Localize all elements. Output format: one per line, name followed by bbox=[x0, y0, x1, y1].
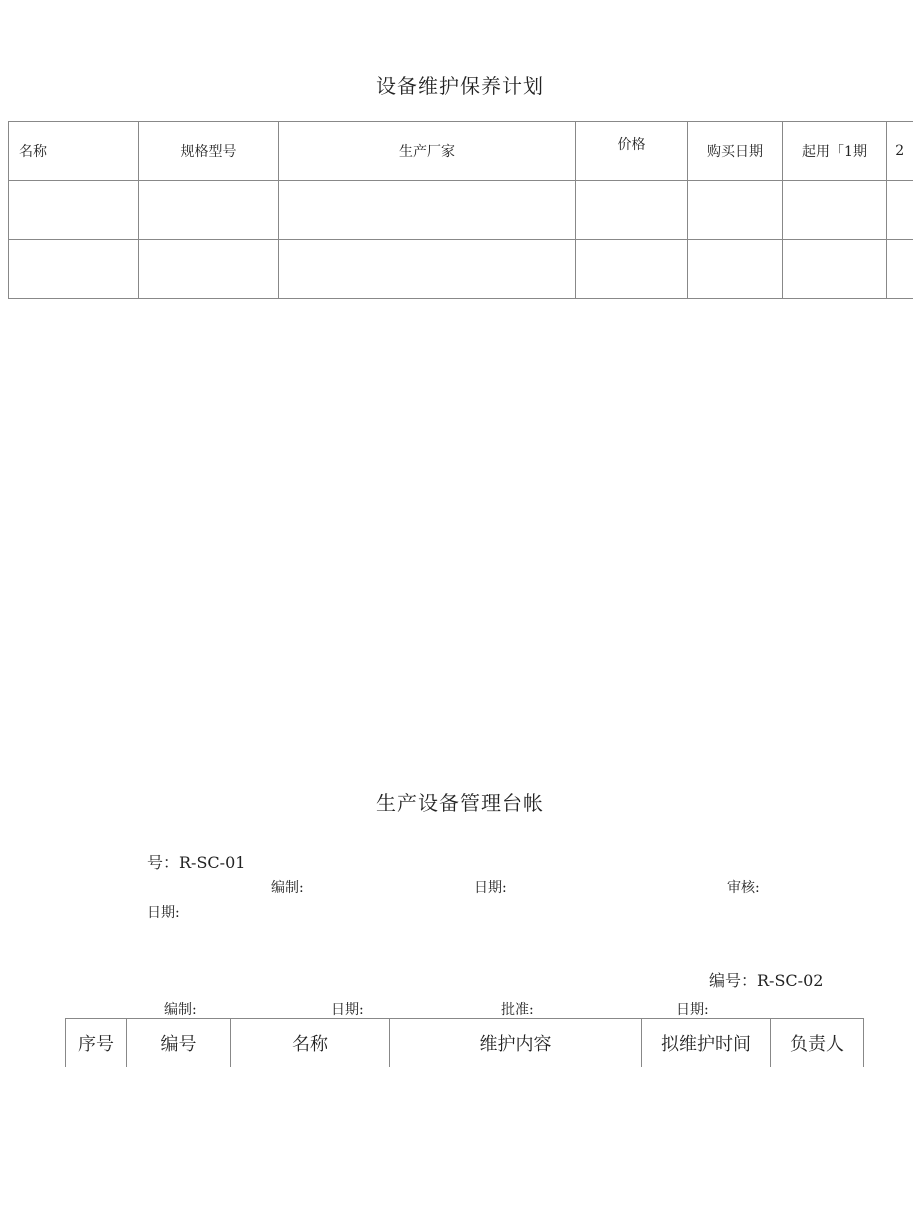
table-cell bbox=[887, 240, 913, 299]
maintenance-header-content: 维护内容 bbox=[390, 1019, 642, 1067]
table-cell bbox=[783, 181, 887, 240]
plan-table bbox=[8, 121, 913, 299]
plan-header-start-date: 起用「1期 bbox=[783, 122, 887, 181]
table-cell bbox=[139, 240, 279, 299]
maintenance-approve-label: 批准: bbox=[501, 1002, 534, 1018]
plan-header-purchase-date: 购买日期 bbox=[688, 122, 783, 181]
table-cell bbox=[783, 240, 887, 299]
ledger-date-label-2: 日期: bbox=[147, 905, 180, 921]
ledger-title: 生产设备管理台帐 bbox=[376, 791, 544, 815]
plan-header-manufacturer: 生产厂家 bbox=[279, 122, 576, 181]
maintenance-header-index: 序号 bbox=[66, 1019, 127, 1067]
maintenance-header-name: 名称 bbox=[231, 1019, 390, 1067]
plan-header-row bbox=[9, 122, 913, 181]
plan-header-model: 规格型号 bbox=[139, 122, 279, 181]
table-row bbox=[9, 181, 913, 240]
table-cell bbox=[688, 240, 783, 299]
ledger-review-label: 审核: bbox=[727, 880, 760, 896]
table-cell bbox=[887, 181, 913, 240]
plan-header-price: 价格 bbox=[576, 122, 688, 181]
table-row bbox=[9, 240, 913, 299]
maintenance-code: 编号：R-SC-02 bbox=[709, 971, 824, 990]
ledger-date-label: 日期: bbox=[474, 880, 507, 896]
plan-header-name: 名称 bbox=[9, 122, 139, 181]
table-cell bbox=[279, 181, 576, 240]
maintenance-header-planned-time: 拟维护时间 bbox=[642, 1019, 771, 1067]
table-cell bbox=[139, 181, 279, 240]
table-cell bbox=[9, 181, 139, 240]
table-cell bbox=[688, 181, 783, 240]
maintenance-header-owner: 负责人 bbox=[771, 1019, 864, 1067]
ledger-compiled-label: 编制: bbox=[271, 880, 304, 896]
maintenance-header-code: 编号 bbox=[127, 1019, 231, 1067]
maintenance-header-row bbox=[66, 1019, 864, 1067]
table-cell bbox=[279, 240, 576, 299]
maintenance-table bbox=[65, 1018, 864, 1067]
plan-title: 设备维护保养计划 bbox=[376, 74, 544, 98]
maintenance-compiled-label: 编制: bbox=[164, 1002, 197, 1018]
maintenance-date-label: 日期: bbox=[331, 1002, 364, 1018]
table-cell bbox=[576, 181, 688, 240]
plan-header-extra: 2 bbox=[887, 122, 913, 181]
table-cell bbox=[9, 240, 139, 299]
ledger-code: 号：R-SC-01 bbox=[147, 853, 246, 872]
maintenance-date-label-2: 日期: bbox=[676, 1002, 709, 1018]
table-cell bbox=[576, 240, 688, 299]
